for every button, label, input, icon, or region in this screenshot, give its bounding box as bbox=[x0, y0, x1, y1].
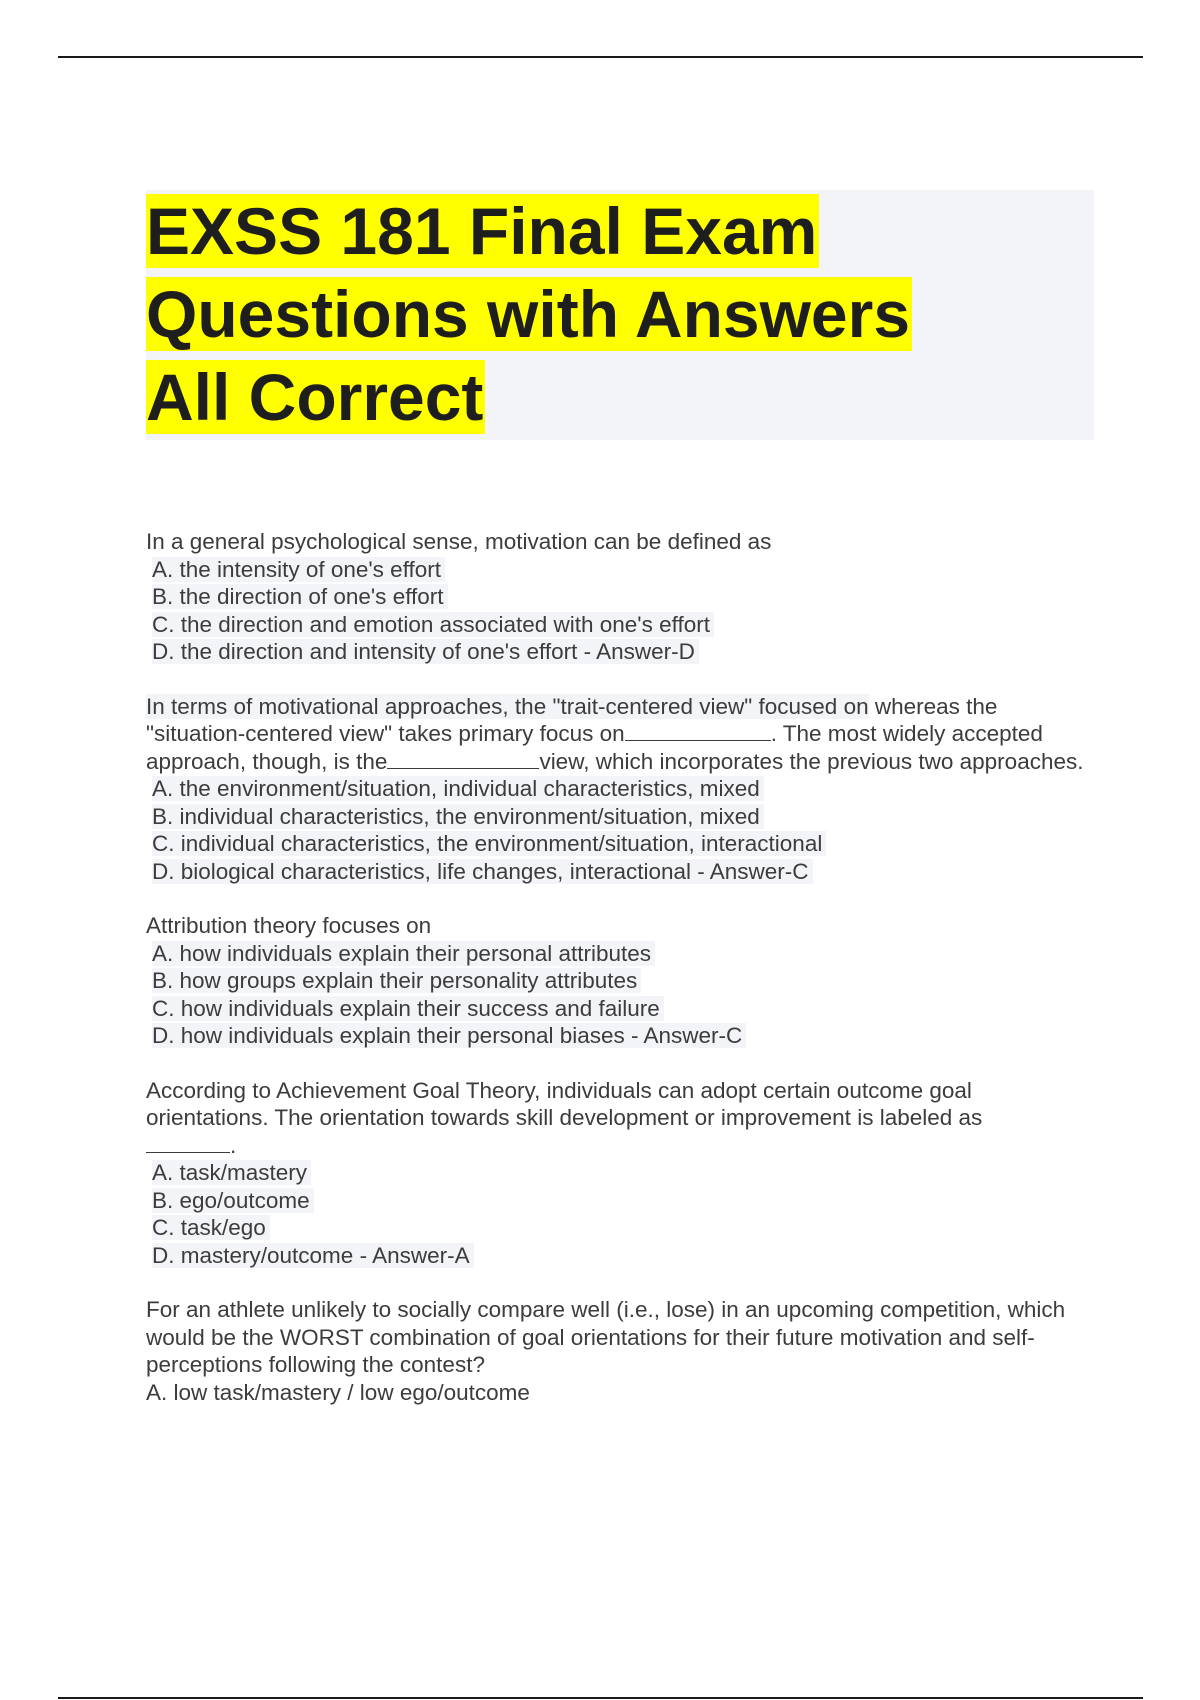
question-stem: Attribution theory focuses on bbox=[146, 913, 432, 938]
option-d: D. mastery/outcome - Answer-A bbox=[146, 1242, 1096, 1270]
option-b: B. how groups explain their personality attributes bbox=[146, 967, 1096, 995]
answer-blank bbox=[625, 720, 771, 741]
option-d: D. the direction and intensity of one's effort - Answer-D bbox=[146, 638, 1096, 666]
stem-part: whereas the "situation-centered view" takes primary focus on bbox=[146, 693, 998, 746]
option-a: A. task/mastery bbox=[146, 1159, 1096, 1187]
question-4 bbox=[146, 1077, 1096, 1270]
option-c: C. task/ego bbox=[146, 1214, 1096, 1242]
title-line-1: EXSS 181 Final Exam bbox=[146, 194, 818, 268]
option-b: B. ego/outcome bbox=[146, 1187, 1096, 1215]
option-d: D. how individuals explain their personal biases - Answer-C bbox=[146, 1022, 1096, 1050]
stem-part: view, which incorporates the previous two approaches. bbox=[539, 748, 1084, 774]
question-stem: In a general psychological sense, motivation can be defined as bbox=[146, 529, 772, 554]
question-list bbox=[146, 528, 1096, 1433]
title-line-3: All Correct bbox=[146, 360, 484, 434]
option-c: C. the direction and emotion associated with one's effort bbox=[146, 611, 1096, 639]
option-a: A. the environment/situation, individual characteristics, mixed bbox=[146, 775, 1096, 803]
stem-part: . bbox=[230, 1132, 237, 1158]
title-block bbox=[146, 190, 1094, 440]
option-b: B. individual characteristics, the environment/situation, mixed bbox=[146, 803, 1096, 831]
stem-part: According to Achievement Goal Theory, individuals can adopt certain outcome goal orientations. The orientation towards skill development or improvement is labeled as bbox=[146, 1077, 983, 1130]
question-3 bbox=[146, 912, 1096, 1050]
footer-rule bbox=[58, 1697, 1143, 1699]
option-a: A. the intensity of one's effort bbox=[146, 556, 1096, 584]
option-c: C. how individuals explain their success and failure bbox=[146, 995, 1096, 1023]
stem-part: . The most widely accepted approach, though, is the bbox=[146, 721, 1043, 774]
answer-blank bbox=[146, 1132, 230, 1153]
option-a: A. low task/mastery / low ego/outcome bbox=[146, 1379, 530, 1405]
question-2 bbox=[146, 693, 1096, 886]
question-stem: For an athlete unlikely to socially compare well (i.e., lose) in an upcoming competition, which would be the WORST combination of goal orientations for their future motivation and self-perceptions following the contest? bbox=[146, 1297, 1066, 1377]
title-line-2: Questions with Answers bbox=[146, 277, 911, 351]
question-stem bbox=[146, 693, 1096, 776]
option-b: B. the direction of one's effort bbox=[146, 583, 1096, 611]
answer-blank bbox=[387, 748, 539, 769]
question-stem bbox=[146, 1077, 1096, 1160]
question-1 bbox=[146, 528, 1096, 666]
option-a: A. how individuals explain their personal attributes bbox=[146, 940, 1096, 968]
header-rule bbox=[58, 56, 1143, 58]
option-d: D. biological characteristics, life changes, interactional - Answer-C bbox=[146, 858, 1096, 886]
option-c: C. individual characteristics, the environment/situation, interactional bbox=[146, 830, 1096, 858]
question-5 bbox=[146, 1296, 1096, 1406]
stem-part: In terms of motivational approaches, the "trait-centered view" focused on bbox=[146, 693, 869, 719]
